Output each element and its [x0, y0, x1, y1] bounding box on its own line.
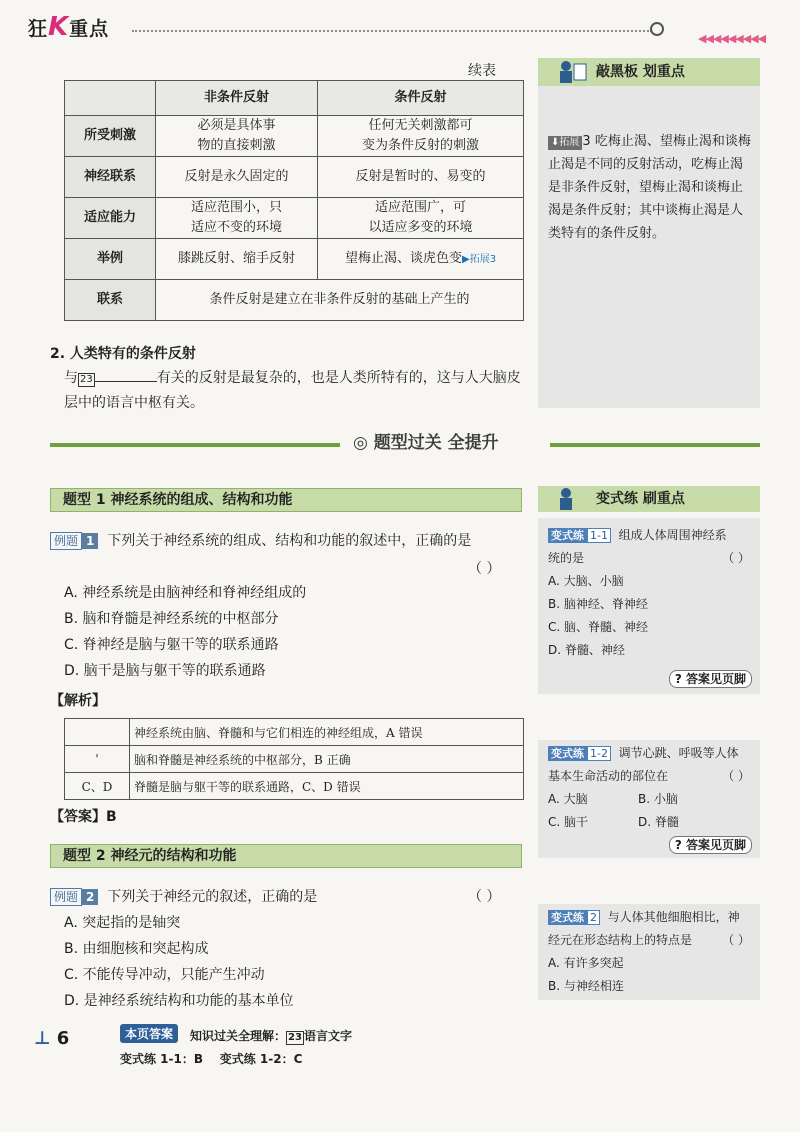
row-label: 联系: [65, 280, 156, 321]
arrow-decoration-icon: ◀◀◀◀◀◀◀◀◀: [698, 32, 766, 45]
divider-title-text: 题型过关 全提升: [373, 433, 499, 453]
practice-number: 1-2: [587, 746, 611, 761]
option-c[interactable]: C. 脑干: [548, 815, 589, 829]
table-cell: 必须是具体事 物的直接刺激: [156, 116, 318, 157]
analysis-key: [65, 719, 130, 746]
sidebar-title: 敲黑板 划重点: [596, 64, 685, 80]
option-d[interactable]: D. 脑干是脑与躯干等的联系通路: [64, 663, 266, 679]
table-cell: 适应范围广，可 以适应多变的环境: [318, 198, 524, 239]
analysis-key: ': [65, 746, 130, 773]
practice-label: 变式练: [548, 746, 587, 761]
table-row: [65, 773, 524, 800]
table-header-cell: 非条件反射: [156, 81, 318, 116]
para-text: 与: [64, 370, 78, 386]
row-label: 举例: [65, 239, 156, 280]
example-label: 例题: [50, 888, 82, 906]
practice-label: 变式练: [548, 910, 587, 925]
table-cell: 适应范围小，只 适应不变的环境: [156, 198, 318, 239]
row-label: 所受刺激: [65, 116, 156, 157]
answer-footer-link[interactable]: [669, 670, 752, 688]
example1-options: [64, 580, 306, 684]
practice-title: 变式练 刷重点: [596, 491, 685, 507]
analysis-text: 神经系统由脑、脊髓和与它们相连的神经组成，A 错误: [130, 719, 524, 746]
question-text: 下列关于神经元的叙述，正确的是: [107, 889, 318, 905]
option-d[interactable]: D. 是神经系统结构和功能的基本单位: [64, 993, 294, 1009]
analysis-label: 【解析】: [50, 693, 106, 709]
example1-question: [50, 530, 530, 550]
expand-tag: ▶拓展3: [462, 253, 497, 265]
sidebar-key-points: [538, 58, 760, 408]
example2-options: [64, 910, 294, 1014]
table-row: [65, 239, 524, 280]
option-c[interactable]: C. 不能传导冲动，只能产生冲动: [64, 967, 265, 983]
table-header-cell: 条件反射: [318, 81, 524, 116]
practice-number: 1-1: [587, 528, 611, 543]
section-paragraph: [64, 366, 534, 416]
table-cell: 反射是永久固定的: [156, 157, 318, 198]
answer-footer-link-text: 答案见页脚: [685, 672, 746, 686]
table-row: [65, 746, 524, 773]
answer-footer-link[interactable]: [669, 836, 752, 854]
continued-label: 续表: [468, 63, 496, 79]
page-answer-tag: 本页答案: [120, 1024, 178, 1043]
table-cell: 膝跳反射、缩手反射: [156, 239, 318, 280]
download-icon: ⬇: [551, 137, 560, 148]
option-d[interactable]: D. 脊髓、神经: [548, 643, 625, 657]
option-a[interactable]: A. 有许多突起: [548, 956, 624, 970]
table-row: [65, 116, 524, 157]
footer-number: 23: [288, 1032, 302, 1043]
fill-blank[interactable]: [95, 367, 157, 382]
practice-label: 变式练: [548, 528, 587, 543]
student-icon: [548, 486, 588, 512]
row-label: 神经联系: [65, 157, 156, 198]
options-row: [548, 811, 750, 834]
table-cell-text: 望梅止渴、谈虎色变: [344, 250, 462, 266]
table-header-row: [65, 81, 524, 116]
divider-bar-left: [50, 443, 340, 447]
option-b[interactable]: B. 由细胞核和突起构成: [64, 941, 209, 957]
practice-number: 2: [587, 910, 600, 925]
option-b[interactable]: B. 脑和脊髓是神经系统的中枢部分: [64, 611, 279, 627]
practice-question-cont: 经元在形态结构上的特点是: [548, 933, 693, 947]
practice-item: [538, 904, 760, 1000]
example-label: 例题: [50, 532, 82, 550]
header-dotted-rule: [132, 30, 652, 32]
answer-paren[interactable]: （ ）: [468, 561, 501, 577]
row-label: 适应能力: [65, 198, 156, 239]
practice-question-cont: 基本生命活动的部位在: [548, 769, 669, 783]
expand-number: 3: [582, 134, 591, 149]
page-number: [34, 1028, 69, 1049]
option-c[interactable]: C. 脊神经是脑与躯干等的联系通路: [64, 637, 279, 653]
reflex-comparison-table: [64, 80, 524, 321]
brand-k: K: [48, 12, 70, 42]
sidebar-text: [548, 130, 753, 245]
example-number: 2: [82, 889, 98, 905]
target-icon: ◎: [353, 433, 368, 453]
option-a[interactable]: A. 突起指的是轴突: [64, 915, 181, 931]
practice-question: 调节心跳、呼吸等人体: [618, 746, 739, 760]
option-a[interactable]: A. 大脑、小脑: [548, 574, 624, 588]
table-cell: 条件反射是建立在非条件反射的基础上产生的: [156, 280, 524, 321]
footer-label: 知识过关全理解：: [190, 1029, 287, 1043]
answer-paren[interactable]: （ ）: [722, 769, 750, 783]
brand-prefix: 狂: [28, 18, 49, 40]
answer-paren[interactable]: （ ）: [722, 551, 750, 565]
table-row: [65, 157, 524, 198]
ring-icon: [650, 22, 664, 36]
option-b[interactable]: B. 小脑: [638, 792, 678, 806]
answer-paren[interactable]: （ ）: [722, 933, 750, 947]
practice-question: 与人体其他细胞相比，神: [607, 910, 740, 924]
sidebar-body: 吃梅止渴、望梅止渴和谈梅止渴是不同的反射活动，吃梅止渴是非条件反射，望梅止渴和谈梅止渴是条件反射；其中谈梅止渴是人类特有的条件反射。: [548, 134, 751, 241]
section-title: 2. 人类特有的条件反射: [50, 346, 196, 362]
table-cell: [318, 239, 524, 280]
answer-footer-link-text: 答案见页脚: [685, 838, 746, 852]
divider-bar-right: [550, 443, 760, 447]
options-row: [548, 788, 750, 811]
expand-tag-label: 拓展3: [469, 253, 497, 265]
footer-value: 语言文字: [303, 1029, 352, 1043]
answer-paren[interactable]: （ ）: [468, 889, 501, 905]
page-number-text: 6: [56, 1028, 70, 1049]
practice-item: [538, 518, 760, 694]
option-c[interactable]: C. 脑、脊髓、神经: [548, 620, 649, 634]
option-a[interactable]: A. 神经系统是由脑神经和脊神经组成的: [64, 585, 307, 601]
type1-band: 题型 1 神经系统的组成、结构和功能: [50, 488, 522, 512]
footer-answer-line2: 变式练 1-1：B 变式练 1-2：C: [120, 1052, 303, 1066]
table-row: [65, 198, 524, 239]
example2-question: [50, 886, 470, 906]
analysis-key: C、D: [65, 773, 130, 800]
expand-badge: [548, 136, 582, 150]
divider-title: [345, 428, 507, 453]
section-divider: [50, 433, 760, 453]
brand-suffix: 重点: [69, 18, 110, 40]
question-icon: ?: [674, 672, 682, 686]
table-row: [65, 719, 524, 746]
table-row: [65, 280, 524, 321]
question-icon: ?: [674, 838, 682, 852]
option-a[interactable]: A. 大脑: [548, 792, 588, 806]
analysis-text: 脊髓是脑与躯干等的联系通路，C、D 错误: [130, 773, 524, 800]
brand-logo: [28, 12, 109, 42]
practice-item: [538, 740, 760, 858]
option-b[interactable]: B. 脑神经、脊神经: [548, 597, 648, 611]
para-text: 有关的反射是最复杂的，也是人类所特有的，这与人大脑皮层中的语言中枢有关。: [64, 370, 521, 411]
analysis-text: 脑和脊髓是神经系统的中枢部分，B 正确: [130, 746, 524, 773]
teacher-icon: [548, 58, 588, 86]
sidebar-header: [538, 58, 760, 86]
question-text: 下列关于神经系统的组成、结构和功能的叙述中，正确的是: [107, 533, 472, 549]
analysis-table: [64, 718, 524, 800]
table-cell: 反射是暂时的、易变的: [318, 157, 524, 198]
practice-header: [538, 486, 760, 512]
table-cell: 任何无关刺激都可 变为条件反射的刺激: [318, 116, 524, 157]
practice-question: 组成人体周围神经系: [618, 528, 727, 542]
page-corner-icon: ⊥: [34, 1028, 51, 1049]
example-number: 1: [82, 533, 98, 549]
table-header-cell: [65, 81, 156, 116]
option-d[interactable]: D. 脊髓: [638, 815, 679, 829]
footer-answer-line1: [190, 1027, 352, 1045]
blank-number: 23: [80, 374, 93, 385]
option-b[interactable]: B. 与神经相连: [548, 979, 624, 993]
expand-badge-label: 拓展: [559, 137, 580, 148]
type2-band: 题型 2 神经元的结构和功能: [50, 844, 522, 868]
answer-line: 【答案】B: [50, 809, 117, 825]
practice-question-cont: 统的是: [548, 551, 585, 565]
